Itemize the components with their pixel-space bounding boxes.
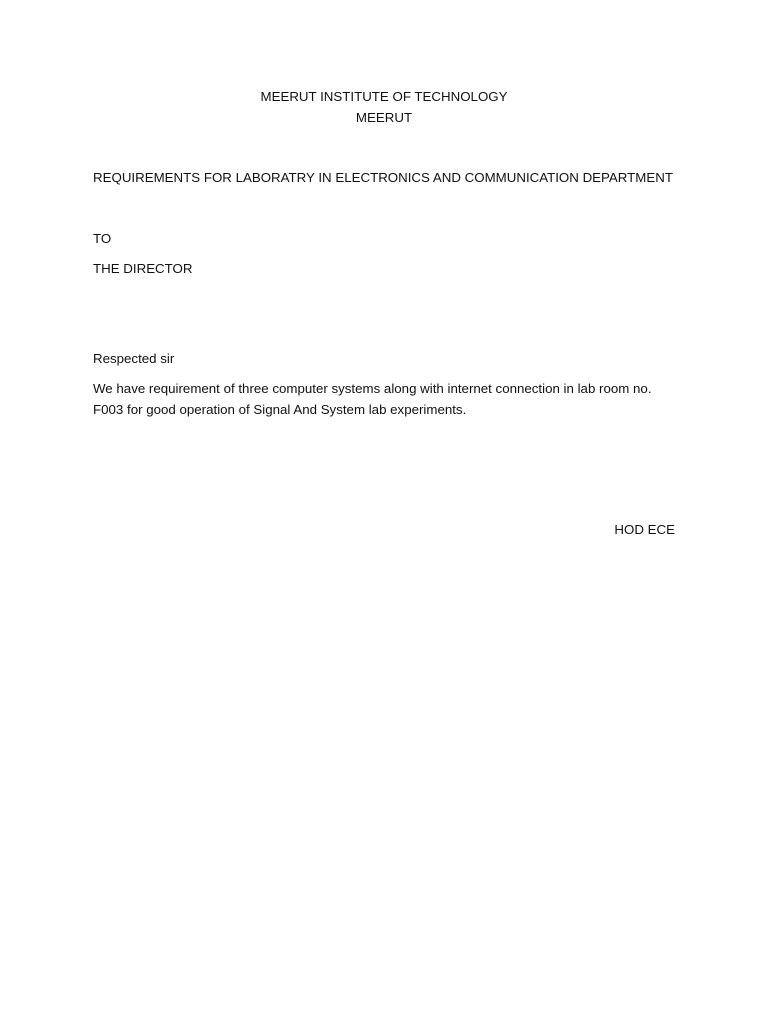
salutation: Respected sir: [93, 351, 175, 366]
body-paragraph: We have requirement of three computer systems along with internet connection in lab room no. F003 for good operation of Signal And System lab experiments.: [93, 381, 652, 417]
institute-name: MEERUT INSTITUTE OF TECHNOLOGY: [260, 89, 508, 104]
recipient-to: TO: [93, 231, 112, 246]
institute-city: MEERUT: [355, 110, 413, 125]
signature: HOD ECE: [614, 522, 675, 537]
recipient-designation: THE DIRECTOR: [93, 261, 193, 276]
letter-subject: REQUIREMENTS FOR LABORATRY IN ELECTRONICS AND COMMUNICATION DEPARTMENT: [93, 170, 673, 185]
